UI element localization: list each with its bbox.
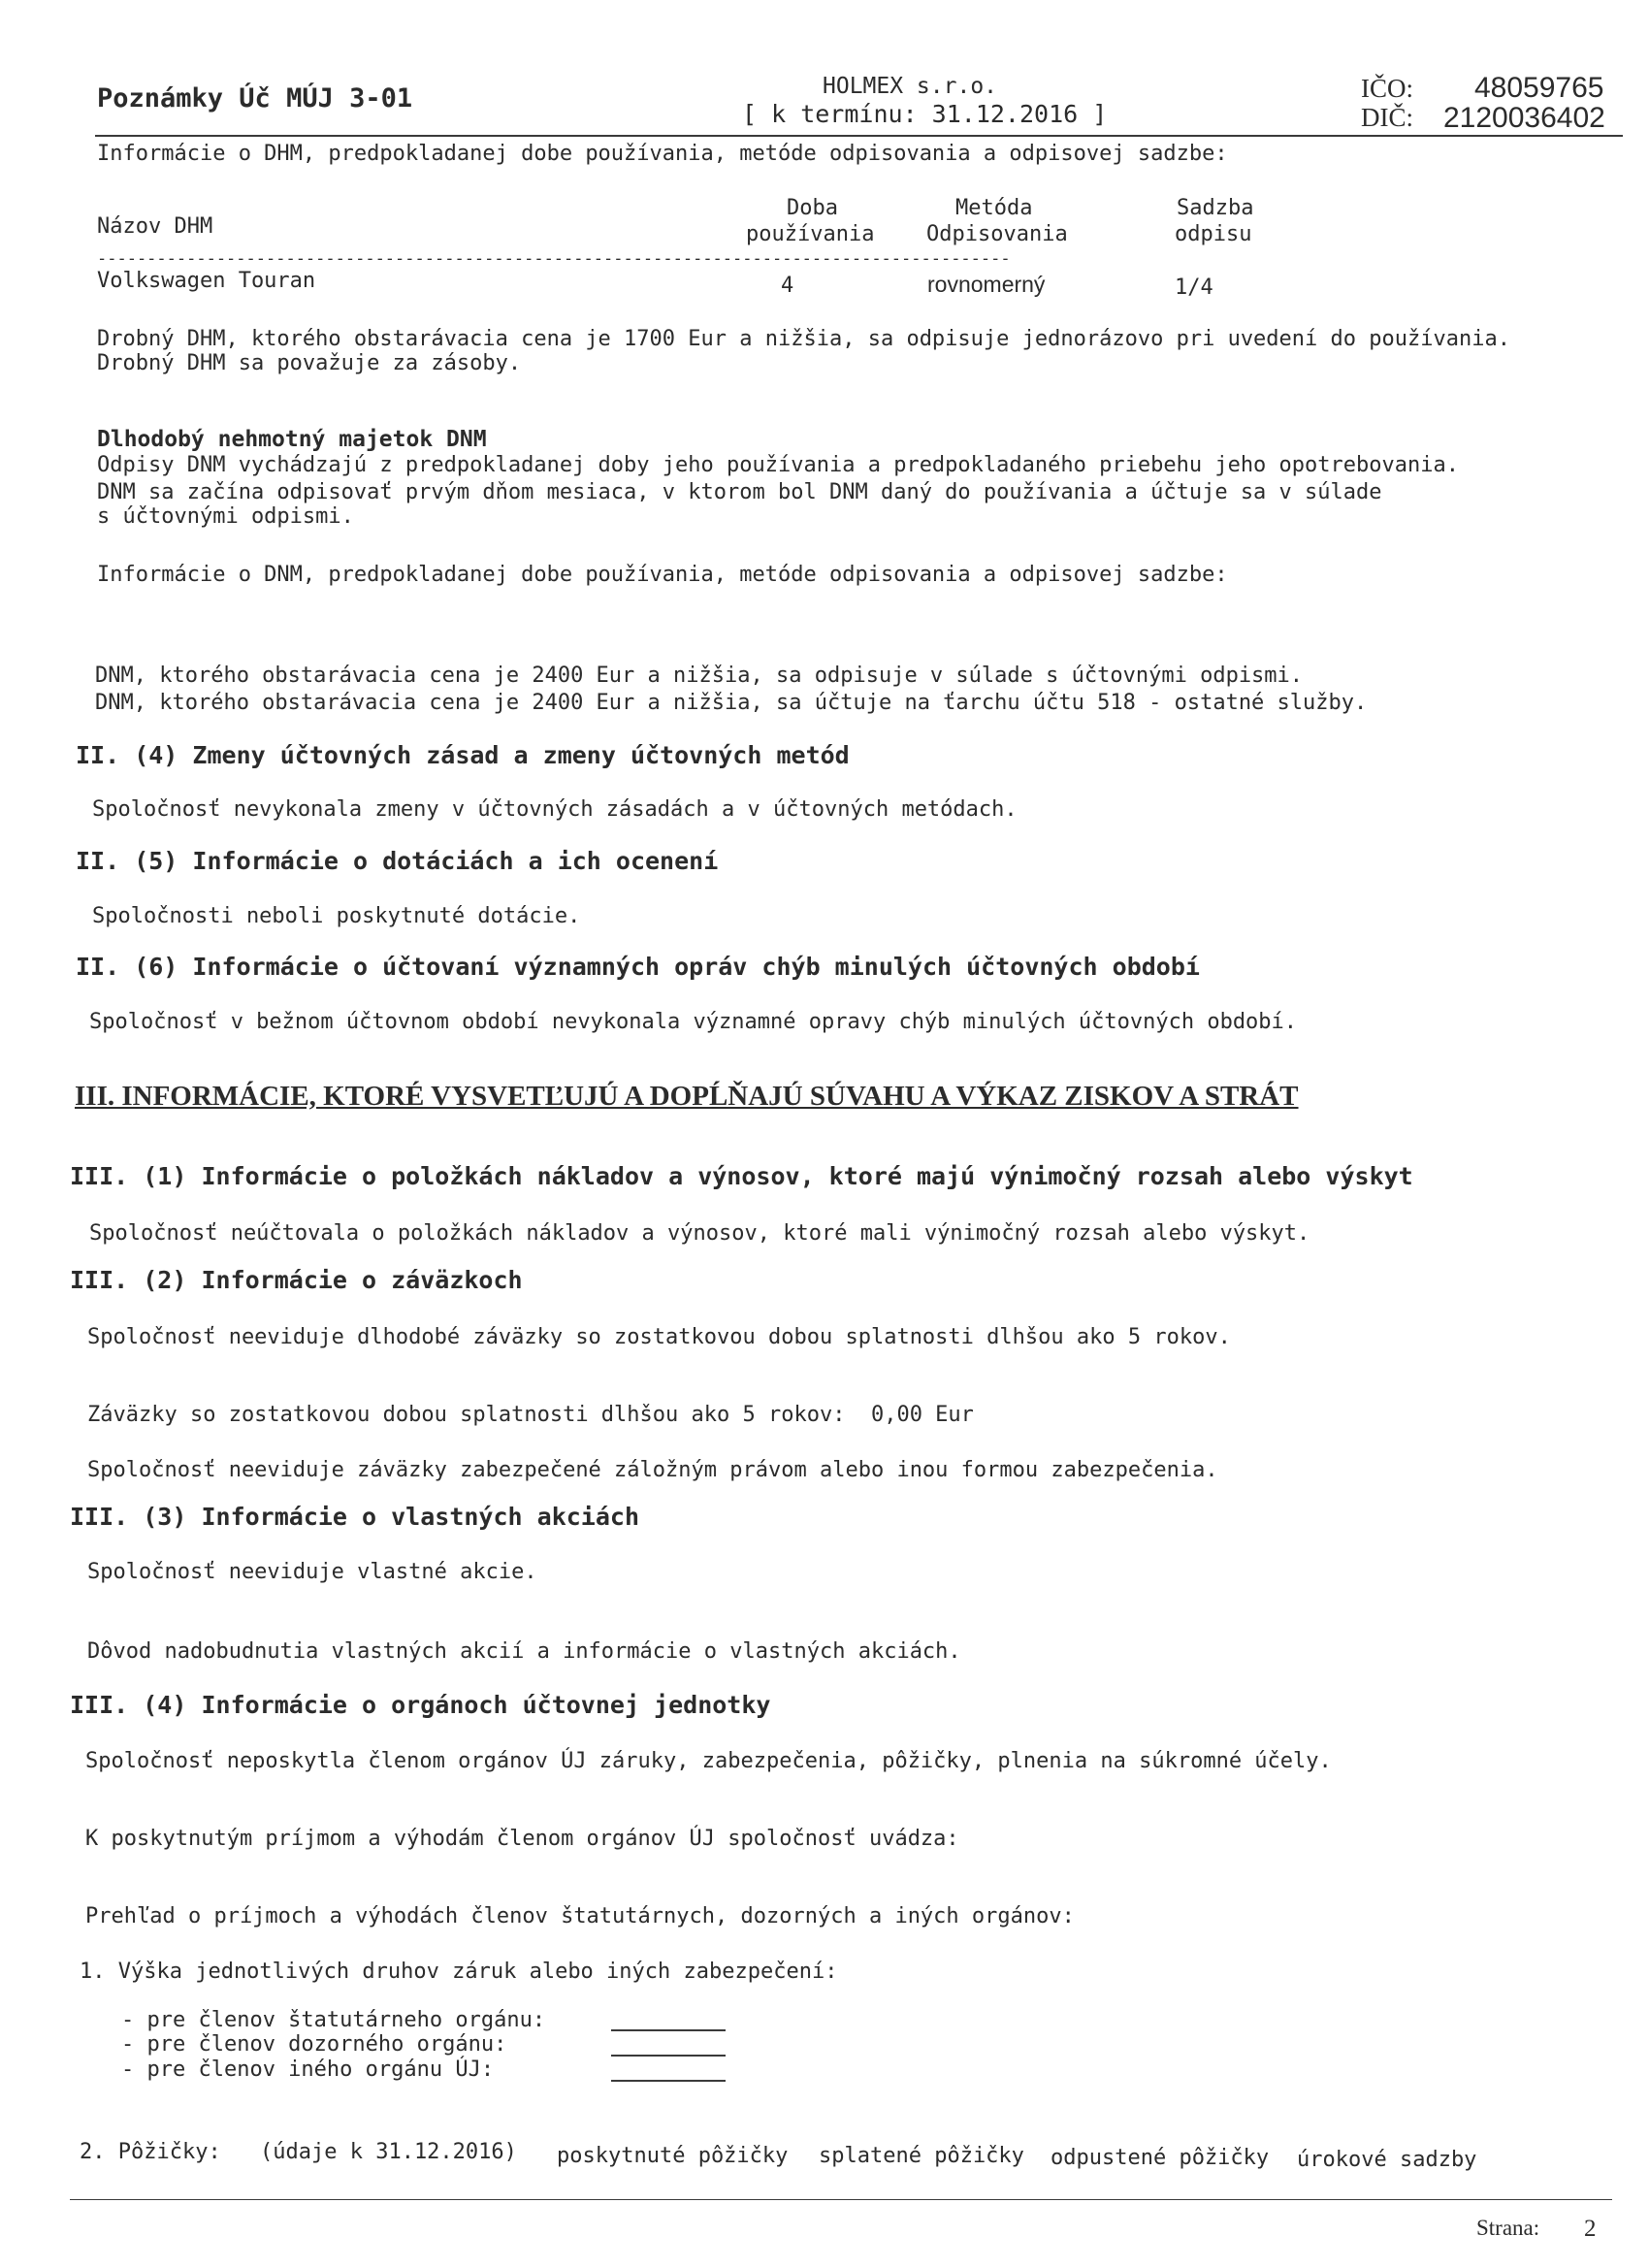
dnm-line1: Odpisy DNM vychádzajú z predpokladanej doby jeho používania a predpokladaného priebehu jeho opotrebovania.	[97, 453, 1459, 477]
item-2-col-forgiven: odpustené pôžičky	[1051, 2146, 1270, 2170]
section-2-4-heading: II. (4) Zmeny účtovných zásad a zmeny účtovných metód	[76, 741, 850, 769]
row-name: Volkswagen Touran	[97, 269, 316, 293]
section-3-4-text-c: Prehľad o príjmoch a výhodách členov štatutárnych, dozorných a iných orgánov:	[85, 1904, 1075, 1928]
row-rate: 1/4	[1175, 275, 1213, 300]
dnm-line3: s účtovnými odpismi.	[97, 504, 354, 529]
section-3-2-text-b: Záväzky so zostatkovou dobou splatnosti dlhšou ako 5 rokov: 0,00 Eur	[87, 1403, 974, 1427]
section-3-4-text-a: Spoločnosť neposkytla členom orgánov ÚJ záruky, zabezpečenia, pôžičky, plnenia na súkromné účely.	[85, 1749, 1332, 1773]
section-3-4-heading: III. (4) Informácie o orgánoch účtovnej jednotky	[70, 1691, 771, 1719]
section-3-title: III. INFORMÁCIE, KTORÉ VYSVETĽUJÚ A DOPĹŇAJÚ SÚVAHU A VÝKAZ ZISKOV A STRÁT	[75, 1081, 1299, 1112]
ico-value: 48059765	[1474, 72, 1604, 104]
section-2-5-text: Spoločnosti neboli poskytnuté dotácie.	[92, 904, 581, 928]
page-number: 2	[1584, 2216, 1597, 2242]
section-3-2-heading: III. (2) Informácie o záväzkoch	[70, 1266, 523, 1294]
blank-line-statutory	[611, 2029, 726, 2031]
section-3-2-text-a: Spoločnosť neeviduje dlhodobé záväzky so zostatkovou dobou splatnosti dlhšou ako 5 rokov.	[87, 1325, 1231, 1349]
dhm-small-line1: Drobný DHM, ktorého obstarávacia cena je 1700 Eur a nižšia, sa odpisuje jednorázovo pri uvedení do používania.	[97, 327, 1510, 351]
row-method: rovnomerný	[927, 272, 1046, 297]
col-duration-2: používania	[746, 222, 875, 246]
item-1-label: 1. Výška jednotlivých druhov záruk alebo iných zabezpečení:	[80, 1960, 838, 1984]
section-2-5-heading: II. (5) Informácie o dotáciách a ich ocenení	[76, 847, 719, 875]
col-method-2: Odpisovania	[926, 222, 1068, 246]
doc-title: Poznámky Úč MÚJ 3-01	[97, 83, 413, 113]
item-1-sub-statutory: - pre členov štatutárneho orgánu:	[121, 2008, 546, 2032]
col-name: Názov DHM	[97, 214, 213, 239]
item-2-date: (údaje k 31.12.2016)	[260, 2140, 517, 2164]
row-duration: 4	[781, 274, 794, 298]
section-2-6-text: Spoločnosť v bežnom účtovnom období nevykonala významné opravy chýb minulých účtovných období.	[89, 1010, 1298, 1034]
dic-value: 2120036402	[1443, 102, 1605, 134]
item-2-col-repaid: splatené pôžičky	[819, 2144, 1024, 2168]
section-2-4-text: Spoločnosť nevykonala zmeny v účtovných zásadách a v účtovných metódach.	[92, 797, 1018, 822]
section-3-4-text-b: K poskytnutým príjmom a výhodám členom orgánov ÚJ spoločnosť uvádza:	[85, 1827, 959, 1851]
section-3-2-text-c: Spoločnosť neeviduje záväzky zabezpečené záložným právom alebo inou formou zabezpečenia.	[87, 1458, 1218, 1482]
dnm-heading: Dlhodobý nehmotný majetok DNM	[97, 427, 487, 452]
dnm-line2: DNM sa začína odpisovať prvým dňom mesiaca, v ktorom bol DNM daný do používania a účtuje sa v súlade	[97, 480, 1382, 504]
item-2-col-interest: úrokové sadzby	[1297, 2148, 1477, 2172]
ico-label: IČO:	[1361, 74, 1413, 103]
col-method-1: Metóda	[955, 196, 1033, 220]
footer-rule	[70, 2199, 1612, 2200]
dhm-small-line2: Drobný DHM sa považuje za zásoby.	[97, 351, 522, 375]
dhm-intro: Informácie o DHM, predpokladanej dobe používania, metóde odpisovania a odpisovej sadzbe:	[97, 142, 1228, 166]
col-rate-1: Sadzba	[1177, 196, 1254, 220]
dnm-small-line1: DNM, ktorého obstarávacia cena je 2400 Eur a nižšia, sa odpisuje v súlade s účtovnými odpismi.	[95, 664, 1304, 688]
item-1-sub-other: - pre členov iného orgánu ÚJ:	[121, 2057, 495, 2082]
col-rate-2: odpisu	[1175, 222, 1252, 246]
section-3-3-heading: III. (3) Informácie o vlastných akciách	[70, 1503, 639, 1531]
section-3-1-heading: III. (1) Informácie o položkách nákladov a výnosov, ktoré majú výnimočný rozsah alebo výskyt	[70, 1162, 1413, 1190]
section-3-3-text-b: Dôvod nadobudnutia vlastných akcií a informácie o vlastných akciách.	[87, 1639, 961, 1664]
report-date: [ k termínu: 31.12.2016 ]	[742, 100, 1108, 128]
col-duration-1: Doba	[787, 196, 838, 220]
blank-line-supervisory	[611, 2055, 726, 2057]
header-rule	[95, 135, 1623, 137]
table-separator: --------------------------------------------------------------------------------------------	[97, 249, 1011, 269]
item-2-label: 2. Pôžičky:	[80, 2140, 221, 2164]
dnm-intro: Informácie o DNM, predpokladanej dobe používania, metóde odpisovania a odpisovej sadzbe:	[97, 563, 1228, 587]
dnm-small-line2: DNM, ktorého obstarávacia cena je 2400 Eur a nižšia, sa účtuje na ťarchu účtu 518 - ostatné služby.	[95, 691, 1368, 715]
section-3-1-text: Spoločnosť neúčtovala o položkách nákladov a výnosov, ktoré mali výnimočný rozsah alebo výskyt.	[89, 1221, 1310, 1246]
item-2-col-provided: poskytnuté pôžičky	[557, 2144, 789, 2168]
dic-label: DIČ:	[1361, 103, 1413, 132]
section-3-3-text-a: Spoločnosť neeviduje vlastné akcie.	[87, 1560, 537, 1584]
blank-line-other	[611, 2080, 726, 2082]
section-2-6-heading: II. (6) Informácie o účtovaní významných opráv chýb minulých účtovných období	[76, 953, 1200, 981]
page-label: Strana:	[1476, 2216, 1540, 2240]
item-1-sub-supervisory: - pre členov dozorného orgánu:	[121, 2032, 507, 2057]
company-name: HOLMEX s.r.o.	[823, 74, 998, 99]
